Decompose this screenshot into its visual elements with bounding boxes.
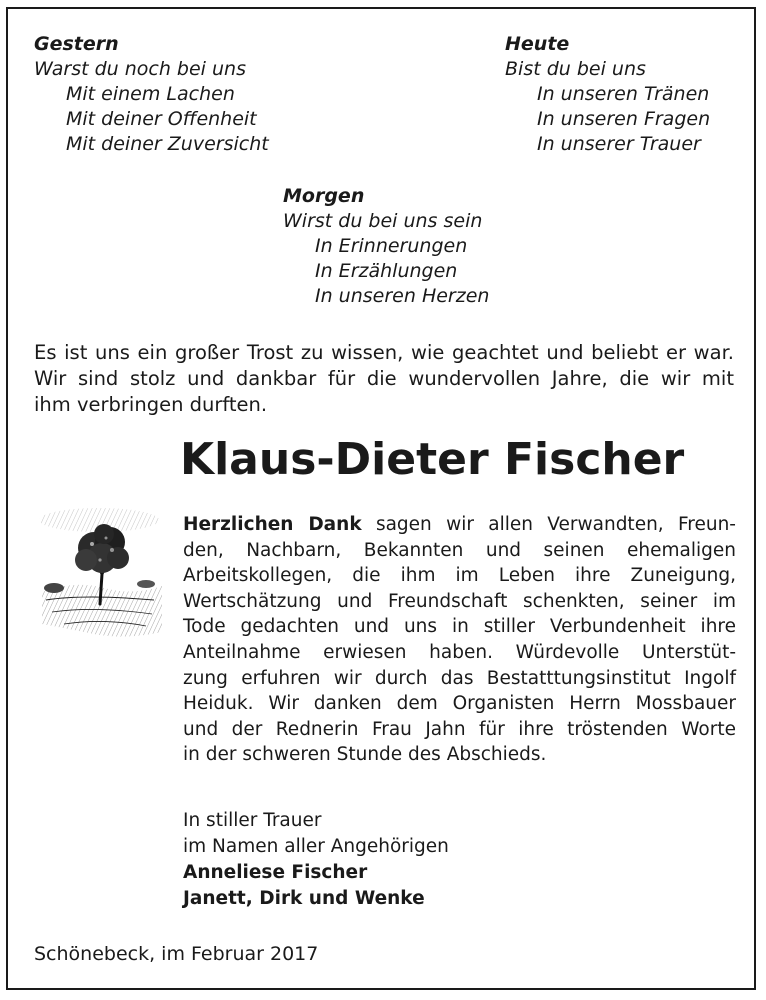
stanza-title: Morgen bbox=[283, 185, 365, 207]
thanks-line: Tode gedachten und uns in stiller Verbundenheit ihre bbox=[183, 616, 736, 638]
stanza-line: In unseren Herzen bbox=[315, 285, 490, 307]
thanks-line: und der Rednerin Frau Jahn für ihre tröstenden Worte bbox=[183, 718, 736, 740]
signature-name: Janett, Dirk und Wenke bbox=[183, 888, 425, 909]
thanks-line: Anteilnahme erwiesen haben. Würdevolle Unterstüt- bbox=[183, 641, 736, 663]
thanks-paragraph bbox=[183, 512, 736, 768]
poem-stanza-morgen bbox=[283, 184, 489, 309]
place-date: Schönebeck, im Februar 2017 bbox=[34, 943, 319, 965]
stanza-line: Mit einem Lachen bbox=[66, 83, 235, 105]
stanza-line: In Erinnerungen bbox=[315, 235, 468, 257]
stanza-line: In unseren Fragen bbox=[537, 108, 711, 130]
thanks-line bbox=[183, 512, 736, 538]
thanks-line: zung erfuhren wir durch das Bestatttungsinstitut Ingolf bbox=[183, 667, 736, 689]
stanza-line: In unseren Tränen bbox=[537, 83, 710, 105]
stanza-line: Mit deiner Zuversicht bbox=[66, 133, 269, 155]
stanza-line: Mit deiner Offenheit bbox=[66, 108, 257, 130]
poem-stanza-gestern bbox=[34, 32, 269, 157]
thanks-line: Arbeitskollegen, die ihm im Leben ihre Zuneigung, bbox=[183, 565, 736, 587]
stanza-line: In Erzählungen bbox=[315, 260, 458, 282]
stanza-line: Warst du noch bei uns bbox=[34, 58, 246, 80]
signature-line: im Namen aller Angehörigen bbox=[183, 836, 449, 857]
poem-stanza-heute bbox=[505, 32, 710, 157]
intro-line: Wir sind stolz und dankbar für die wundervollen Jahre, die wir mit bbox=[34, 367, 734, 390]
deceased-name: Klaus-Dieter Fischer bbox=[180, 434, 685, 485]
thanks-line: Wertschätzung und Freundschaft schenkten, seiner im bbox=[183, 590, 736, 612]
tree-landscape-icon bbox=[34, 500, 164, 640]
intro-line: Es ist uns ein großer Trost zu wissen, wie geachtet und beliebt er war. bbox=[34, 341, 734, 364]
stanza-title: Heute bbox=[505, 33, 570, 55]
thanks-lead: Herzlichen Dank bbox=[183, 514, 362, 535]
stanza-line: Bist du bei uns bbox=[505, 58, 646, 80]
thanks-line: den, Nachbarn, Bekannten und seinen ehemaligen bbox=[183, 539, 736, 561]
stanza-title: Gestern bbox=[34, 33, 119, 55]
stanza-line: Wirst du bei uns sein bbox=[283, 210, 483, 232]
stanza-line: In unserer Trauer bbox=[537, 133, 701, 155]
signature-line: In stiller Trauer bbox=[183, 810, 322, 831]
signature-block bbox=[183, 808, 449, 912]
thanks-line: in der schweren Stunde des Abschieds. bbox=[183, 744, 547, 766]
thanks-line: Heiduk. Wir danken dem Organisten Herrn Mossbauer bbox=[183, 693, 736, 715]
intro-line: ihm verbringen durften. bbox=[34, 393, 268, 416]
thanks-line-text: sagen wir allen Verwandten, Freun- bbox=[375, 514, 736, 535]
signature-name: Anneliese Fischer bbox=[183, 862, 368, 883]
intro-paragraph bbox=[34, 340, 734, 418]
